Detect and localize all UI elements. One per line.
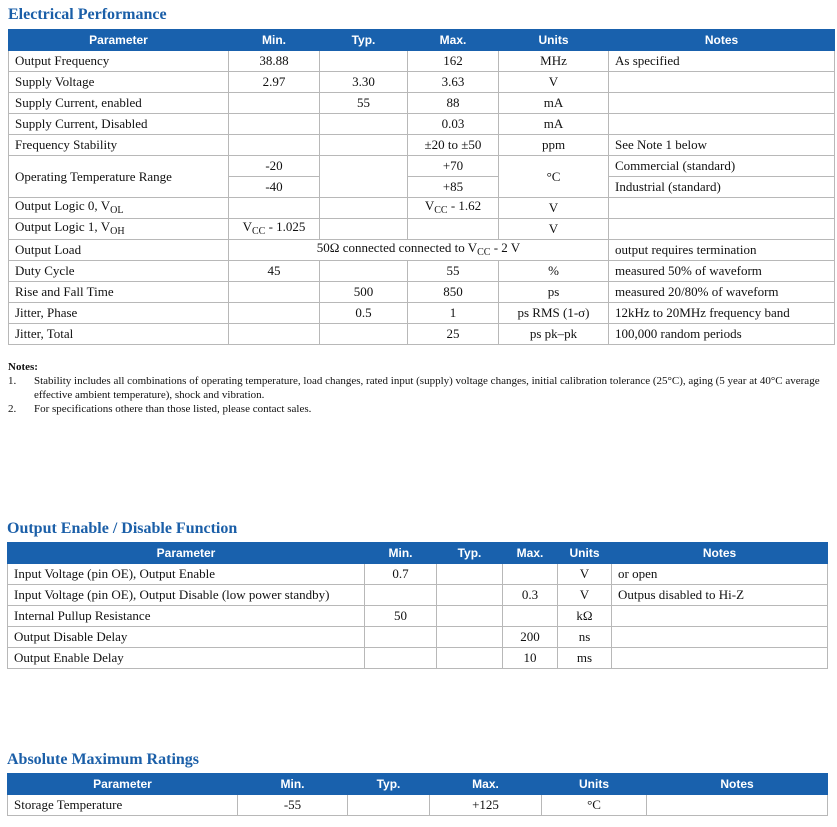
max-cell: 25: [408, 324, 499, 345]
param-cell: Output Frequency: [9, 51, 229, 72]
typ-cell: [320, 219, 408, 240]
notes-cell: [609, 219, 835, 240]
param-cell: Internal Pullup Resistance: [8, 606, 365, 627]
units-cell: V: [499, 198, 609, 219]
notes-cell: [609, 93, 835, 114]
max-cell: 200: [503, 627, 558, 648]
max-cell: 10: [503, 648, 558, 669]
typ-cell: [320, 156, 408, 198]
table-row: [9, 219, 835, 240]
min-cell: [229, 282, 320, 303]
note-item: [8, 374, 828, 402]
min-suffix: - 1.025: [265, 218, 306, 234]
param-cell: Output Enable Delay: [8, 648, 365, 669]
note-number: 1.: [8, 375, 17, 387]
notes-cell: [612, 648, 828, 669]
subscript: OH: [110, 225, 125, 237]
notes-cell: [609, 198, 835, 219]
notes-cell: [609, 114, 835, 135]
notes-cell: or open: [612, 564, 828, 585]
notes-cell: [612, 606, 828, 627]
header-typ: Typ.: [348, 774, 430, 795]
note-text: For specifications othere than those listed, please contact sales.: [34, 403, 312, 415]
units-cell: mA: [499, 93, 609, 114]
output-load-value: [229, 240, 609, 261]
max-cell: [503, 564, 558, 585]
table-row: [8, 585, 828, 606]
notes-cell: Outpus disabled to Hi-Z: [612, 585, 828, 606]
electrical-performance-title: Electrical Performance: [8, 6, 167, 23]
table-header-row: [9, 30, 835, 51]
table-row: [9, 303, 835, 324]
absolute-max-table: [7, 773, 828, 816]
typ-cell: 0.5: [320, 303, 408, 324]
units-cell: V: [558, 564, 612, 585]
units-cell: V: [558, 585, 612, 606]
note-number: 2.: [8, 403, 17, 415]
notes-block: [8, 360, 828, 416]
min-cell: [365, 627, 437, 648]
min-cell: [229, 324, 320, 345]
units-cell: ms: [558, 648, 612, 669]
param-cell: Input Voltage (pin OE), Output Enable: [8, 564, 365, 585]
param-cell: Frequency Stability: [9, 135, 229, 156]
notes-cell: output requires termination: [609, 240, 835, 261]
min-cell: 45: [229, 261, 320, 282]
notes-cell: [647, 795, 828, 816]
typ-cell: [320, 51, 408, 72]
max-cell: 162: [408, 51, 499, 72]
min-cell: [365, 648, 437, 669]
max-cell: 55: [408, 261, 499, 282]
header-max: Max.: [408, 30, 499, 51]
header-min: Min.: [365, 543, 437, 564]
notes-cell: measured 50% of waveform: [609, 261, 835, 282]
max-cell: +70: [408, 156, 499, 177]
max-cell: +85: [408, 177, 499, 198]
typ-cell: [437, 648, 503, 669]
table-row: [9, 93, 835, 114]
table-row: [9, 72, 835, 93]
param-cell: Operating Temperature Range: [9, 156, 229, 198]
min-cell: -40: [229, 177, 320, 198]
param-text: Output Logic 1, V: [15, 218, 111, 234]
min-cell: [229, 198, 320, 219]
min-text: V: [242, 218, 252, 234]
min-cell: [229, 93, 320, 114]
header-parameter: Parameter: [8, 543, 365, 564]
max-cell: [408, 198, 499, 219]
min-cell: [229, 135, 320, 156]
header-typ: Typ.: [320, 30, 408, 51]
header-notes: Notes: [609, 30, 835, 51]
min-cell: [229, 219, 320, 240]
notes-cell: Industrial (standard): [609, 177, 835, 198]
param-cell: Supply Current, enabled: [9, 93, 229, 114]
typ-cell: [320, 114, 408, 135]
max-cell: [408, 219, 499, 240]
header-parameter: Parameter: [8, 774, 238, 795]
typ-cell: 3.30: [320, 72, 408, 93]
max-cell: ±20 to ±50: [408, 135, 499, 156]
max-cell: [503, 606, 558, 627]
header-typ: Typ.: [437, 543, 503, 564]
table-row: [9, 198, 835, 219]
electrical-performance-table: [8, 29, 835, 345]
typ-cell: [320, 135, 408, 156]
min-cell: 2.97: [229, 72, 320, 93]
typ-cell: [320, 324, 408, 345]
param-cell: Supply Current, Disabled: [9, 114, 229, 135]
param-cell: [9, 198, 229, 219]
table-row: [9, 282, 835, 303]
min-cell: [365, 585, 437, 606]
typ-cell: [437, 585, 503, 606]
units-cell: °C: [499, 156, 609, 198]
param-text: Output Logic 0, V: [15, 197, 111, 213]
param-cell: Jitter, Phase: [9, 303, 229, 324]
table-row: [8, 627, 828, 648]
load-text: 50Ω connected connected to V: [316, 239, 478, 255]
table-row: [8, 648, 828, 669]
output-enable-table: [7, 542, 828, 669]
header-max: Max.: [503, 543, 558, 564]
max-cell: 1: [408, 303, 499, 324]
notes-cell: See Note 1 below: [609, 135, 835, 156]
table-row: [9, 240, 835, 261]
max-cell: 88: [408, 93, 499, 114]
units-cell: °C: [542, 795, 647, 816]
param-cell: Rise and Fall Time: [9, 282, 229, 303]
table-row: [9, 51, 835, 72]
header-min: Min.: [238, 774, 348, 795]
table-row: [8, 795, 828, 816]
notes-cell: [612, 627, 828, 648]
param-cell: Storage Temperature: [8, 795, 238, 816]
units-cell: %: [499, 261, 609, 282]
table-header-row: [8, 543, 828, 564]
typ-cell: [437, 564, 503, 585]
units-cell: ppm: [499, 135, 609, 156]
min-cell: -55: [238, 795, 348, 816]
header-units: Units: [542, 774, 647, 795]
param-cell: Output Load: [9, 240, 229, 261]
absolute-max-title: Absolute Maximum Ratings: [7, 751, 200, 768]
notes-cell: As specified: [609, 51, 835, 72]
units-cell: mA: [499, 114, 609, 135]
notes-cell: 100,000 random periods: [609, 324, 835, 345]
max-cell: 0.03: [408, 114, 499, 135]
header-units: Units: [499, 30, 609, 51]
table-row: [9, 114, 835, 135]
max-cell: +125: [430, 795, 542, 816]
units-cell: kΩ: [558, 606, 612, 627]
note-text: Stability includes all combinations of operating temperature, load changes, rated input (supply) voltage changes, initial calibration tolerance (25°C), aging (5 year at 40°C average effective ambient temperature), shock and vibration.: [34, 375, 820, 401]
min-cell: 0.7: [365, 564, 437, 585]
max-suffix: - 1.62: [447, 197, 482, 213]
table-row: [9, 135, 835, 156]
table-row: [9, 324, 835, 345]
table-header-row: [8, 774, 828, 795]
max-text: V: [424, 197, 435, 213]
output-enable-title: Output Enable / Disable Function: [7, 520, 238, 537]
min-cell: [229, 303, 320, 324]
typ-cell: 500: [320, 282, 408, 303]
notes-cell: measured 20/80% of waveform: [609, 282, 835, 303]
subscript: CC: [251, 225, 266, 237]
table-row: [8, 564, 828, 585]
table-row: [9, 156, 835, 177]
subscript: CC: [477, 246, 491, 258]
units-cell: V: [499, 219, 609, 240]
typ-cell: [437, 627, 503, 648]
header-notes: Notes: [612, 543, 828, 564]
param-cell: Supply Voltage: [9, 72, 229, 93]
header-min: Min.: [229, 30, 320, 51]
param-cell: Jitter, Total: [9, 324, 229, 345]
header-units: Units: [558, 543, 612, 564]
param-cell: [9, 219, 229, 240]
units-cell: ns: [558, 627, 612, 648]
header-notes: Notes: [647, 774, 828, 795]
max-cell: 0.3: [503, 585, 558, 606]
header-parameter: Parameter: [9, 30, 229, 51]
typ-cell: [320, 198, 408, 219]
subscript: CC: [434, 204, 448, 216]
notes-cell: [609, 72, 835, 93]
min-cell: 38.88: [229, 51, 320, 72]
units-cell: ps RMS (1-σ): [499, 303, 609, 324]
notes-cell: 12kHz to 20MHz frequency band: [609, 303, 835, 324]
param-cell: Input Voltage (pin OE), Output Disable (low power standby): [8, 585, 365, 606]
notes-cell: Commercial (standard): [609, 156, 835, 177]
max-cell: 850: [408, 282, 499, 303]
param-cell: Output Disable Delay: [8, 627, 365, 648]
min-cell: [229, 114, 320, 135]
header-max: Max.: [430, 774, 542, 795]
notes-heading: Notes:: [8, 361, 38, 373]
units-cell: V: [499, 72, 609, 93]
typ-cell: 55: [320, 93, 408, 114]
units-cell: ps pk–pk: [499, 324, 609, 345]
min-cell: 50: [365, 606, 437, 627]
units-cell: ps: [499, 282, 609, 303]
param-cell: Duty Cycle: [9, 261, 229, 282]
typ-cell: [348, 795, 430, 816]
min-cell: -20: [229, 156, 320, 177]
note-item: [8, 402, 828, 416]
typ-cell: [437, 606, 503, 627]
table-row: [9, 261, 835, 282]
subscript: OL: [110, 204, 124, 216]
units-cell: MHz: [499, 51, 609, 72]
table-row: [8, 606, 828, 627]
load-suffix: - 2 V: [490, 239, 521, 255]
max-cell: 3.63: [408, 72, 499, 93]
typ-cell: [320, 261, 408, 282]
